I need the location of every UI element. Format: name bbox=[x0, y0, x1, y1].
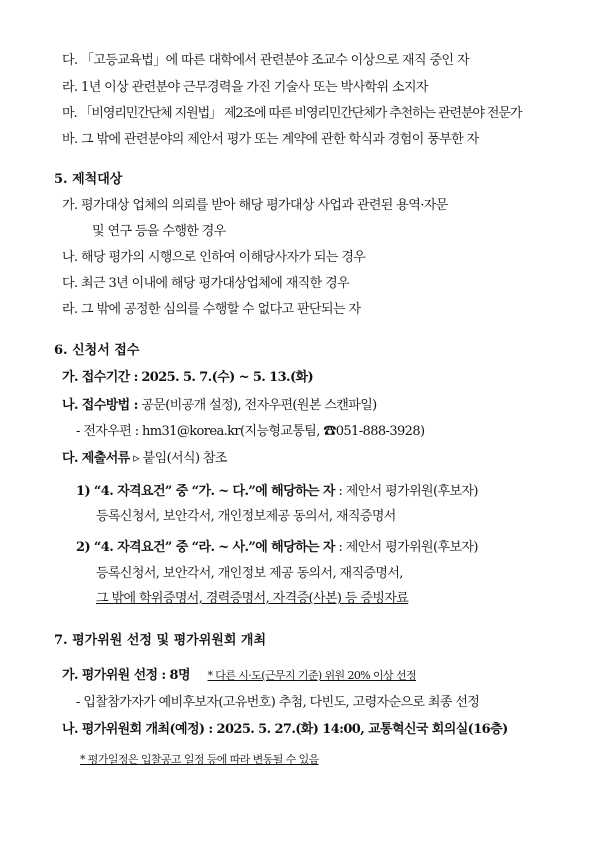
select-label: 가. 평가위원 선정 : 8명 bbox=[62, 668, 190, 683]
email-line: - 전자우편 : hm31@korea.kr(지능형교통팀, ☎051-888-3928) bbox=[76, 424, 425, 439]
doc-item-2-rest: : 제안서 평가위원(후보자) bbox=[338, 540, 478, 555]
doc-item-1-condition: 1) “4. 자격요건” 중 “가. ~ 다.”에 해당하는 자 bbox=[76, 484, 335, 499]
docs-row bbox=[62, 451, 227, 467]
meeting-line: 나. 평가위원회 개최(예정) : 2025. 5. 27.(화) 14:00, 교통혁신국 회의실(16층) bbox=[62, 722, 508, 737]
doc-item-1-rest: : 제안서 평가위원(후보자) bbox=[338, 484, 478, 499]
list-item: 가. 평가대상 업체의 의뢰를 받아 해당 평가대상 사업과 관련된 용역·자문 bbox=[62, 198, 448, 213]
doc-item-2-condition: 2) “4. 자격요건” 중 “라. ~ 사.”에 해당하는 자 bbox=[76, 540, 335, 555]
list-item: 나. 해당 평가의 시행으로 인하여 이해당사자가 되는 경우 bbox=[62, 250, 366, 265]
section-5-title: 5. 제척대상 bbox=[54, 172, 123, 187]
period-value: 2025. 5. 7.(수) ~ 5. 13.(화) bbox=[141, 370, 314, 385]
method-label: 나. 접수방법 : bbox=[62, 398, 138, 413]
list-item: 다. 최근 3년 이내에 해당 평가대상업체에 재직한 경우 bbox=[62, 276, 350, 291]
doc-item-2-extra: 그 밖에 학위증명서, 경력증명서, 자격증(사본) 등 증빙자료 bbox=[96, 591, 409, 606]
method-row bbox=[62, 398, 377, 414]
docs-label: 다. 제출서류 bbox=[62, 451, 130, 466]
list-item-continued: 및 연구 등을 수행한 경우 bbox=[92, 224, 226, 239]
period-row bbox=[62, 370, 313, 386]
list-item: 바. 그 밖에 관련분야의 제안서 평가 또는 계약에 관한 학식과 경험이 풍부한 자 bbox=[62, 132, 479, 147]
docs-value: ▹ 붙임(서식) 참조 bbox=[133, 451, 227, 466]
doc-item-2 bbox=[76, 540, 478, 556]
select-note: * 다른 시·도(근무지 기준) 위원 20% 이상 선정 bbox=[207, 669, 416, 682]
section-7-title: 7. 평가위원 선정 및 평가위원회 개최 bbox=[54, 633, 267, 648]
list-item: 라. 그 밖에 공정한 심의를 수행할 수 없다고 판단되는 자 bbox=[62, 302, 361, 317]
meeting-note: * 평가일정은 입찰공고 일정 등에 따라 변동될 수 있음 bbox=[80, 753, 319, 766]
method-value: 공문(비공개 설정), 전자우편(원본 스캔파일) bbox=[141, 398, 377, 413]
select-detail: - 입찰참가자가 예비후보자(고유번호) 추첨, 다빈도, 고령자순으로 최종 선정 bbox=[76, 695, 480, 710]
select-row bbox=[62, 668, 416, 684]
doc-item-1-detail: 등록신청서, 보안각서, 개인정보제공 동의서, 재직증명서 bbox=[96, 509, 396, 524]
doc-item-1 bbox=[76, 484, 478, 500]
list-item: 다. 「고등교육법」에 따른 대학에서 관련분야 조교수 이상으로 재직 중인 자 bbox=[62, 53, 469, 68]
list-item: 마. 「비영리민간단체 지원법」 제2조에 따른 비영리민간단체가 추천하는 관련분야 전문가 bbox=[62, 106, 522, 121]
list-item: 라. 1년 이상 관련분야 근무경력을 가진 기술사 또는 박사학위 소지자 bbox=[62, 80, 428, 95]
doc-item-2-detail: 등록신청서, 보안각서, 개인정보 제공 동의서, 재직증명서, bbox=[96, 566, 403, 581]
section-6-title: 6. 신청서 접수 bbox=[54, 343, 140, 358]
period-label: 가. 접수기간 : bbox=[62, 370, 138, 385]
